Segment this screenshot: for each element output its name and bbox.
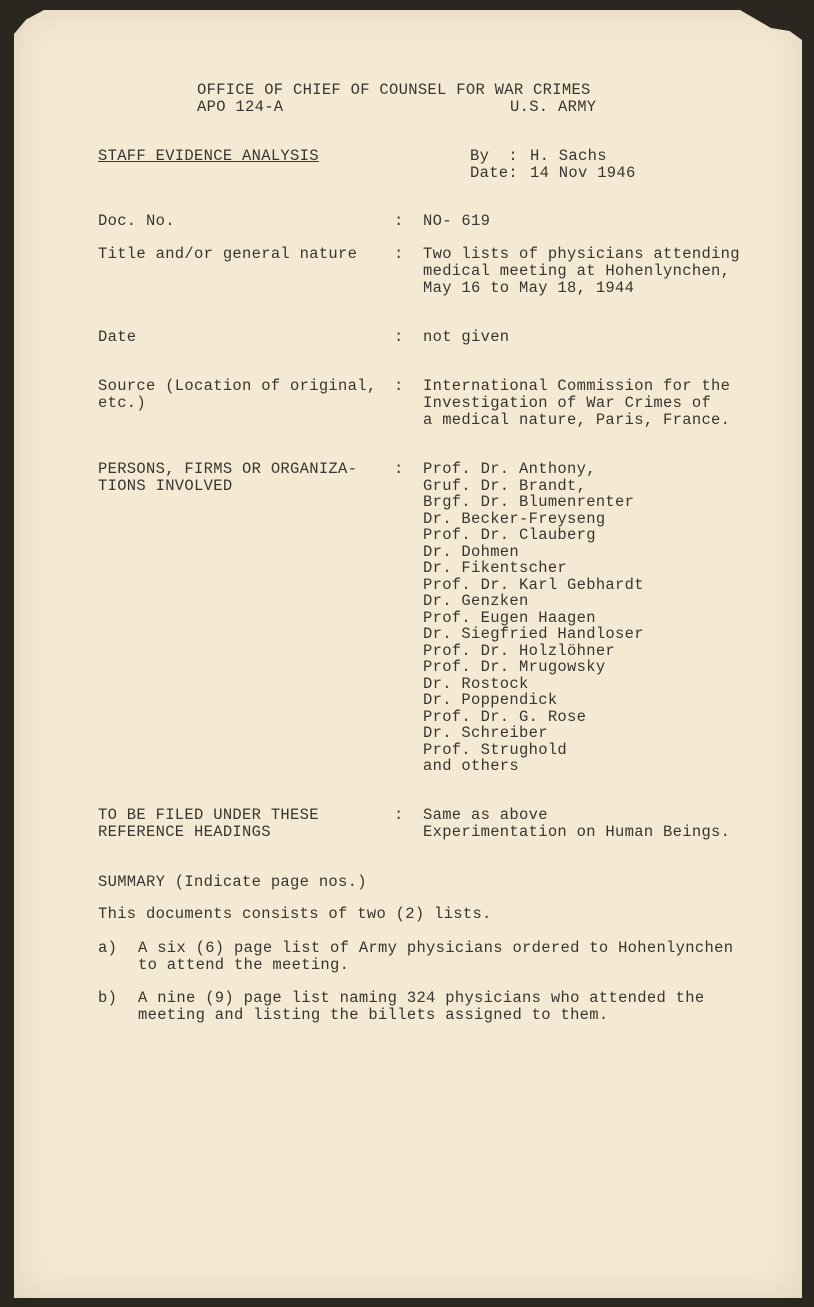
- source-label: Source (Location of original,: [98, 377, 377, 395]
- by-value: H. Sachs: [530, 147, 607, 165]
- summary-item-marker: b): [98, 989, 118, 1007]
- date-value: 14 Nov 1946: [530, 164, 636, 182]
- office-heading: OFFICE OF CHIEF OF COUNSEL FOR WAR CRIMES: [197, 81, 591, 99]
- person-name: Gruf. Dr. Brandt,: [423, 476, 587, 495]
- persons-label: PERSONS, FIRMS OR ORGANIZA-: [98, 460, 358, 478]
- summary-item-marker: a): [98, 939, 118, 957]
- apo-number: APO 124-A: [197, 98, 284, 116]
- date-field-value: not given: [423, 328, 510, 346]
- source-line: Investigation of War Crimes of: [423, 394, 712, 412]
- person-name: Dr. Poppendick: [423, 691, 558, 709]
- source-colon: :: [394, 377, 404, 395]
- summary-item-line: meeting and listing the billets assigned to them.: [138, 1006, 609, 1024]
- person-name: Prof. Dr. Karl Gebhardt: [423, 575, 644, 594]
- person-name: Dr. Becker-Freyseng: [423, 509, 606, 528]
- summary-item-line: to attend the meeting.: [138, 956, 350, 974]
- torn-corner: [740, 10, 802, 40]
- person-name: Dr. Siegfried Handloser: [423, 625, 644, 643]
- title-line: May 16 to May 18, 1944: [423, 279, 635, 297]
- by-label: By :: [470, 147, 519, 165]
- document-page: [14, 10, 802, 1298]
- filed-line: Experimentation on Human Beings.: [423, 823, 731, 841]
- filed-colon: :: [394, 806, 404, 824]
- person-name: Prof. Dr. Clauberg: [423, 526, 596, 544]
- date-field-colon: :: [394, 328, 404, 346]
- doc-no-value: NO- 619: [423, 212, 491, 230]
- summary-item-line: A nine (9) page list naming 324 physicians who attended the: [138, 989, 705, 1007]
- person-name: Prof. Eugen Haagen: [423, 608, 596, 627]
- torn-corner-left: [14, 10, 44, 34]
- person-name: Prof. Dr. Anthony,: [423, 460, 596, 478]
- person-name: Dr. Dohmen: [423, 542, 520, 561]
- person-name: Dr. Fikentscher: [423, 559, 568, 577]
- source-line: a medical nature, Paris, France.: [423, 411, 731, 429]
- title-line: Two lists of physicians attending: [423, 245, 740, 263]
- date-label: Date:: [470, 164, 519, 182]
- summary-intro: This documents consists of two (2) lists.: [98, 905, 492, 923]
- persons-label: TIONS INVOLVED: [98, 477, 233, 495]
- person-name: Prof. Strughold: [423, 740, 568, 759]
- title-label: Title and/or general nature: [98, 245, 358, 263]
- doc-no-label: Doc. No.: [98, 212, 175, 230]
- source-label: etc.): [98, 394, 147, 412]
- army-label: U.S. ARMY: [510, 98, 597, 116]
- filed-line: Same as above: [423, 806, 548, 824]
- filed-label: REFERENCE HEADINGS: [98, 823, 271, 841]
- date-field-label: Date: [98, 328, 137, 346]
- persons-colon: :: [394, 460, 404, 478]
- person-name: and others: [423, 757, 520, 775]
- title-line: medical meeting at Hohenlynchen,: [423, 262, 731, 280]
- filed-label: TO BE FILED UNDER THESE: [98, 806, 319, 824]
- person-name: Dr. Genzken: [423, 592, 529, 610]
- person-name: Brgf. Dr. Blumenrenter: [423, 493, 635, 511]
- person-name: Dr. Rostock: [423, 674, 529, 693]
- source-line: International Commission for the: [423, 377, 731, 395]
- doc-no-colon: :: [394, 212, 404, 230]
- person-name: Prof. Dr. G. Rose: [423, 707, 587, 726]
- analysis-title: STAFF EVIDENCE ANALYSIS: [98, 147, 319, 165]
- summary-item-line: A six (6) page list of Army physicians ordered to Hohenlynchen: [138, 939, 734, 957]
- person-name: Dr. Schreiber: [423, 724, 548, 742]
- person-name: Prof. Dr. Holzlöhner: [423, 641, 616, 660]
- title-colon: :: [394, 245, 404, 263]
- summary-heading: SUMMARY (Indicate page nos.): [98, 873, 367, 891]
- person-name: Prof. Dr. Mrugowsky: [423, 658, 606, 676]
